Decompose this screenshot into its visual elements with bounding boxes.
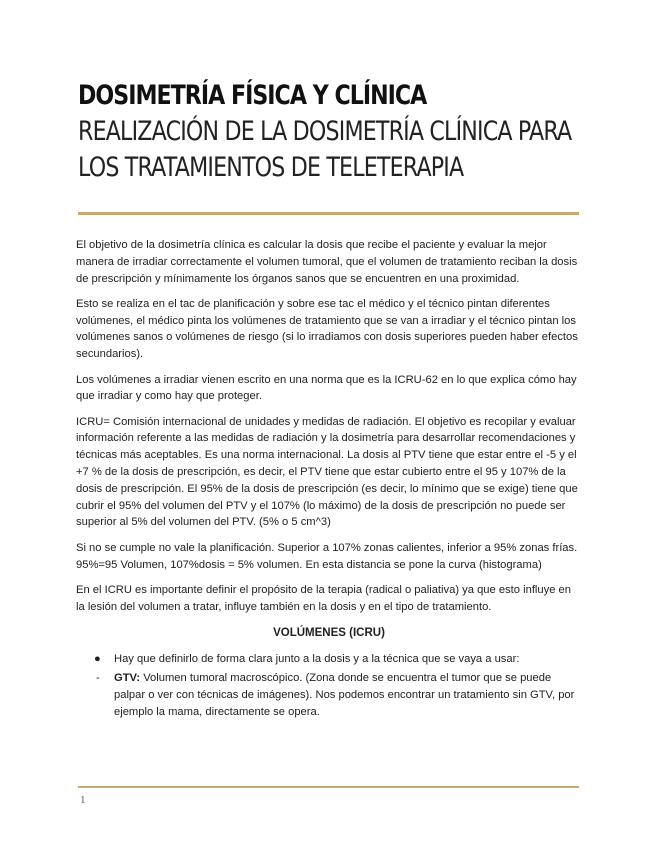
document-subtitle-line-2: LOS TRATAMIENTOS DE TELETERAPIA (78, 152, 464, 183)
list-item-gtv (76, 670, 582, 720)
dash-icon: - (96, 672, 100, 685)
page-number: 1 (80, 794, 86, 806)
bullet-text: Hay que definirlo de forma clara junto a la dosis y a la técnica que se vaya a usar: (114, 653, 520, 666)
gtv-term: GTV: (114, 672, 141, 685)
paragraph-icru-definition: ICRU= Comisión internacional de unidades y medidas de radiación. El objetivo es recopilar y evaluar información referente a las medidas de radiación y la dosimetría para desarrollar recomendaciones y técnicas más aceptables. Es una norma internacional. La dosis al PTV tiene que estar entre el -5 y el +7 % de la dosis de prescripción, es decir, el PTV tiene que estar cubierto entre el 95 y 107% de la dosis de prescripción. El 95% de la dosis de prescripción (es decir, lo mínimo que se exige) tiene que cubrir el 95% del volumen del PTV y el 107% (lo máximo) de la dosis de prescripción no puede ser superior al 5% del volumen del PTV. (5% o 5 cm^3) (76, 415, 578, 529)
paragraph-planning-validity: Si no se cumple no vale la planificación. Superior a 107% zonas calientes, inferior a 95% zonas frías. 95%=95 Volumen, 107%dosis = 5% volumen. En esta distancia se pone la curva (histograma) (76, 541, 578, 571)
paragraph-objective: El objetivo de la dosimetría clínica es calcular la dosis que recibe el paciente y evaluar la mejor manera de irradiar correctamente el volumen tumoral, que el volumen de tratamiento reciban la dosis de prescripción y mínimamente los órganos sanos que se encuentren en una proximidad. (76, 239, 578, 285)
list-item (76, 651, 582, 668)
document-title-block (78, 78, 588, 186)
document-title: DOSIMETRÍA FÍSICA Y CLÍNICA (78, 80, 427, 111)
gtv-definition (114, 670, 582, 720)
document-subtitle-line-1: REALIZACIÓN DE LA DOSIMETRÍA CLÍNICA PARA (78, 116, 572, 147)
paragraph-icru-62: Los volúmenes a irradiar vienen escrito en una norma que es la ICRU-62 en lo que explica cómo hay que irradiar y como hay que proteger. (76, 373, 577, 403)
bullet-icon: ● (94, 653, 101, 666)
gtv-description: Volumen tumoral macroscópico. (Zona donde se encuentra el tumor que se puede palpar o ver con técnicas de imágenes). Nos podemos encontrar un tratamiento sin GTV, por ejemplo la mama, directamente se opera. (114, 672, 575, 718)
paragraph-therapy-purpose: En el ICRU es importante definir el propósito de la terapia (radical o paliativa) ya que esto influye en la lesión del volumen a tratar, influye también en la dosis y en el tipo de tratamiento. (76, 583, 572, 613)
footer-divider (78, 786, 579, 788)
section-heading-volumes: VOLÚMENES (ICRU) (273, 627, 385, 640)
paragraph-tac-planning: Esto se realiza en el tac de planificación y sobre ese tac el médico y el técnico pintan diferentes volúmenes, el médico pinta los volúmenes de tratamiento que se van a irradiar y el técnico pintan los volúmenes sanos o volúmenes de riesgo (si lo irradiamos con dosis superiores pueden haber efectos secundarios). (76, 297, 578, 361)
header-divider (78, 212, 579, 215)
document-body (76, 237, 582, 720)
